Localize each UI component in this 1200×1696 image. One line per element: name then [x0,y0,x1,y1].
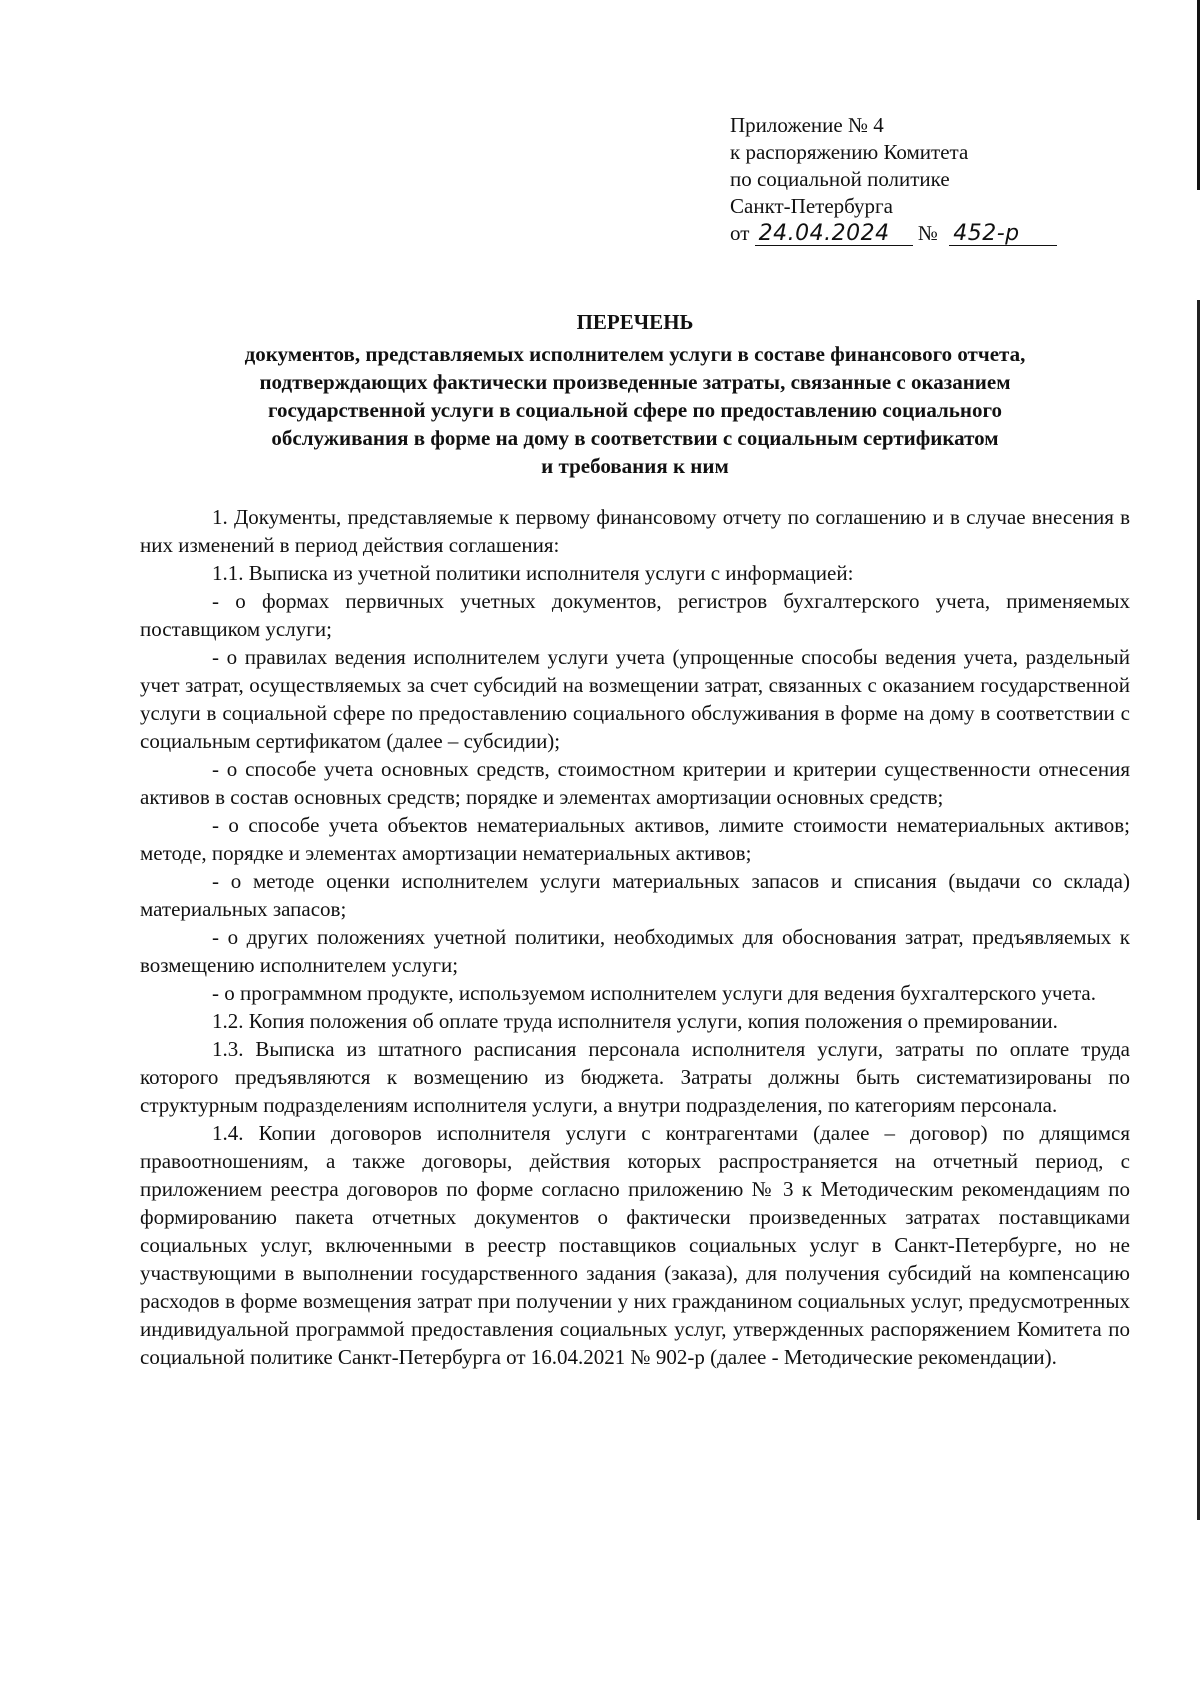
appendix-line: к распоряжению Комитета [730,140,969,164]
paragraph: - о программном продукте, используемом исполнителем услуги для ведения бухгалтерского учета. [212,981,1096,1005]
paragraph: 1.3. Выписка из штатного расписания персонала исполнителя услуги, затраты по оплате труда которого предъявляются к возмещению из бюджета. Затраты должны быть систематизированы по структурным подразделениям исполнителя услуги, а внутри подразделения, по категориям персонала. [140,1037,1130,1117]
appendix-block [730,112,1057,247]
number-sign: № [917,221,938,245]
paragraph: 1.4. Копии договоров исполнителя услуги с контрагентами (далее – договор) по длящимся правоотношениям, а также договоры, действия которых распространяется на отчетный период, с приложением реестра договоров по форме согласно приложению № 3 к Методическим рекомендациям по формированию пакета отчетных документов о фактически произведенных затратах поставщиками социальных услуг, включенными в реестр поставщиков социальных услуг в Санкт-Петербурге, но не участвующими в выполнении государственного задания (заказа), для получения субсидий на компенсацию расходов в форме возмещения затрат при получении у них гражданином социальных услуг, предусмотренных индивидуальной программой предоставления социальных услуг, утвержденных распоряжением Комитета по социальной политике Санкт-Петербурга от 16.04.2021 № 902-р (далее - Методические рекомендации). [140,1121,1130,1369]
paragraph: - о способе учета основных средств, стоимостном критерии и критерии существенности отнесения активов в состав основных средств; порядке и элементах амортизации основных средств; [140,757,1130,809]
paragraph: - о других положениях учетной политики, необходимых для обоснования затрат, предъявляемых к возмещению исполнителем услуги; [140,925,1130,977]
document-body [140,503,1130,1371]
appendix-line: Приложение № 4 [730,113,884,137]
handwritten-date: 24.04.2024 [755,223,913,246]
appendix-line: по социальной политике [730,167,950,191]
document-title [140,308,1130,480]
paragraph: - о формах первичных учетных документов, регистров бухгалтерского учета, применяемых поставщиком услуги; [140,589,1130,641]
title-line: обслуживания в форме на дому в соответствии с социальным сертификатом [271,426,999,450]
paragraph: - о способе учета объектов нематериальных активов, лимите стоимости нематериальных активов; методе, порядке и элементах амортизации нематериальных активов; [140,813,1130,865]
date-prefix: от [730,221,750,245]
paragraph: 1.1. Выписка из учетной политики исполнителя услуги с информацией: [212,561,854,585]
title-line: и требования к ним [541,454,729,478]
title-line: подтверждающих фактически произведенные затраты, связанные с оказанием [259,370,1011,394]
handwritten-number: 452-р [949,223,1057,246]
paragraph: 1.2. Копия положения об оплате труда исполнителя услуги, копия положения о премировании. [212,1009,1058,1033]
title-heading: ПЕРЕЧЕНЬ [576,310,694,334]
paragraph: - о правилах ведения исполнителем услуги учета (упрощенные способы ведения учета, раздельный учет затрат, осуществляемых за счет субсидий на возмещении затрат, связанных с оказанием государственной услуги в социальной сфере по предоставлению социального обслуживания в форме на дому в соответствии с социальным сертификатом (далее – субсидии); [140,645,1130,753]
paragraph: - о методе оценки исполнителем услуги материальных запасов и списания (выдачи со склада) материальных запасов; [140,869,1130,921]
title-line: документов, представляемых исполнителем услуги в составе финансового отчета, [244,342,1026,366]
paragraph: 1. Документы, представляемые к первому финансовому отчету по соглашению и в случае внесения в них изменений в период действия соглашения: [140,505,1130,557]
appendix-date-line [730,220,1057,247]
appendix-line: Санкт-Петербурга [730,194,893,218]
title-line: государственной услуги в социальной сфере по предоставлению социального [267,398,1003,422]
